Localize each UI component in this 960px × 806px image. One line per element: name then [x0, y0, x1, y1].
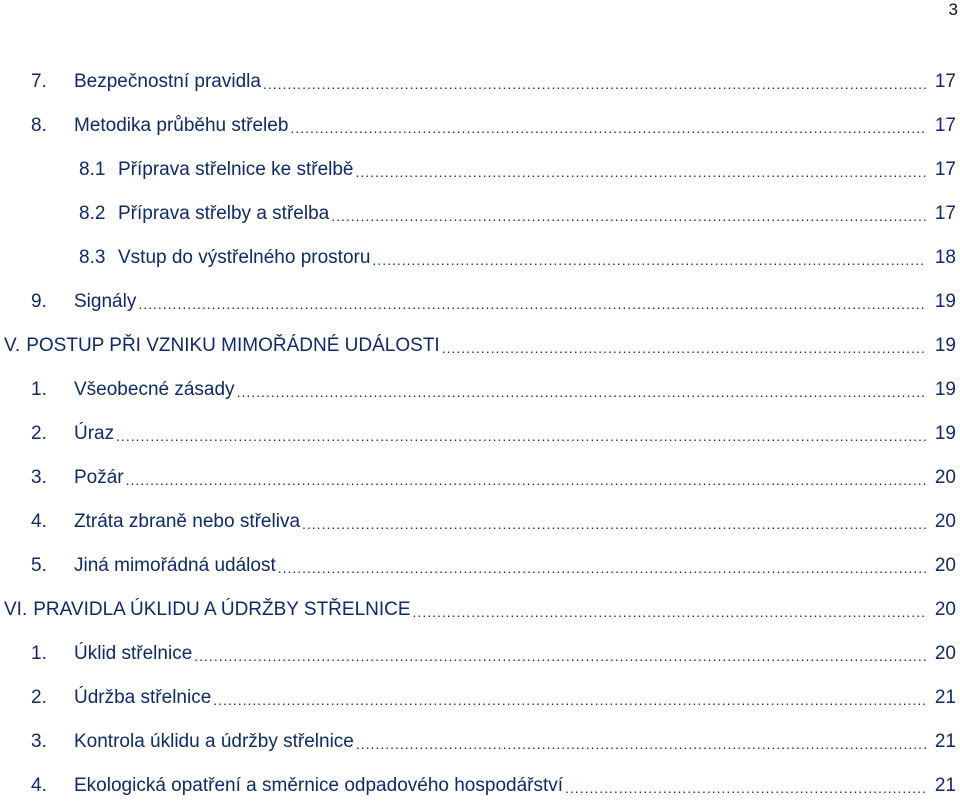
toc-entry-title: Jiná mimořádná událost: [74, 555, 276, 576]
toc-entry-page: 21: [934, 775, 956, 796]
toc-entry-title: Ekologická opatření a směrnice odpadového hospodářství: [74, 775, 564, 796]
toc-entry-number: 1.: [31, 379, 47, 400]
toc-entry[interactable]: [0, 678, 960, 718]
toc-entry-number: 5.: [31, 555, 47, 576]
toc-chapter-title: POSTUP PŘI VZNIKU MIMOŘÁDNÉ UDÁLOSTI: [26, 335, 440, 356]
toc-entry-title: Vstup do výstřelného prostoru: [118, 247, 371, 268]
toc-entry-number: 8.2: [79, 203, 106, 224]
toc-entry[interactable]: [0, 238, 960, 278]
toc-entry-page: 18: [934, 247, 956, 268]
toc-entry-page: 20: [934, 599, 956, 620]
toc-entry-page: 17: [934, 71, 956, 92]
toc-chapter-number: V.: [4, 335, 21, 356]
toc-entry[interactable]: [0, 150, 960, 190]
toc-leader-dots: [372, 252, 926, 278]
toc-entry-page: 20: [934, 467, 956, 488]
toc-entry[interactable]: [0, 502, 960, 542]
toc-entry[interactable]: [0, 458, 960, 498]
toc-entry[interactable]: [0, 282, 960, 322]
toc-entry-page: 19: [934, 379, 956, 400]
toc-entry-title: Příprava střelnice ke střelbě: [118, 159, 354, 180]
toc-entry-page: 17: [934, 115, 956, 136]
toc-leader-dots: [302, 516, 926, 542]
toc-leader-dots: [442, 340, 926, 366]
toc-leader-dots: [213, 692, 926, 718]
toc-entry[interactable]: [0, 194, 960, 234]
toc-entry[interactable]: [0, 634, 960, 674]
toc-entry-title: Údržba střelnice: [74, 687, 212, 708]
toc-entry-page: 20: [934, 643, 956, 664]
toc-entry-number: 9.: [31, 291, 47, 312]
toc-entry-page: 21: [934, 731, 956, 752]
toc-entry-title: Bezpečnostní pravidla: [74, 71, 261, 92]
toc-leader-dots: [237, 384, 926, 410]
toc-entry-number: 4.: [31, 511, 47, 532]
toc-entry-title: Metodika průběhu střeleb: [74, 115, 289, 136]
toc-entry-page: 19: [934, 423, 956, 444]
toc-entry-title: Požár: [74, 467, 124, 488]
toc-entry-title: Úklid střelnice: [74, 643, 193, 664]
toc-entry-number: 3.: [31, 731, 47, 752]
toc-entry-page: 17: [934, 159, 956, 180]
toc-entry-title: Všeobecné zásady: [74, 379, 235, 400]
toc-leader-dots: [331, 208, 926, 234]
toc-entry-number: 4.: [31, 775, 47, 796]
toc-leader-dots: [263, 76, 926, 102]
toc-leader-dots: [356, 164, 927, 190]
toc-chapter[interactable]: [0, 590, 960, 630]
toc-entry-page: 19: [934, 335, 956, 356]
toc-entry[interactable]: [0, 62, 960, 102]
toc-entry-number: 8.3: [79, 247, 106, 268]
toc-entry-number: 2.: [31, 687, 47, 708]
toc-entry-number: 8.: [31, 115, 47, 136]
toc-leader-dots: [290, 120, 926, 146]
toc-entry-page: 21: [934, 687, 956, 708]
toc-entry-title: Úraz: [74, 423, 115, 444]
toc-entry-page: 20: [934, 511, 956, 532]
toc-entry-title: Signály: [74, 291, 137, 312]
toc-entry-number: 2.: [31, 423, 47, 444]
toc-leader-dots: [194, 648, 926, 674]
toc-leader-dots: [413, 604, 926, 630]
toc-leader-dots: [116, 428, 926, 454]
toc-entry[interactable]: [0, 722, 960, 762]
toc-chapter-title: PRAVIDLA ÚKLIDU A ÚDRŽBY STŘELNICE: [33, 599, 411, 620]
toc-leader-dots: [138, 296, 926, 322]
toc-leader-dots: [356, 736, 926, 762]
toc-entry-number: 7.: [31, 71, 47, 92]
toc-entry-number: 3.: [31, 467, 47, 488]
toc-entry[interactable]: [0, 414, 960, 454]
toc-entry-title: Příprava střelby a střelba: [118, 203, 330, 224]
toc-entry[interactable]: [0, 766, 960, 806]
toc-leader-dots: [278, 560, 926, 586]
toc-entry[interactable]: [0, 106, 960, 146]
toc-entry-page: 20: [934, 555, 956, 576]
toc-entry-title: Ztráta zbraně nebo střeliva: [74, 511, 301, 532]
toc-chapter-number: VI.: [4, 599, 28, 620]
toc-entry-title: Kontrola úklidu a údržby střelnice: [74, 731, 354, 752]
toc-entry-page: 19: [934, 291, 956, 312]
toc-leader-dots: [565, 780, 926, 806]
toc-chapter[interactable]: [0, 326, 960, 366]
toc-entry[interactable]: [0, 370, 960, 410]
page-number: 3: [948, 0, 958, 19]
toc-leader-dots: [126, 472, 926, 498]
toc-entry[interactable]: [0, 546, 960, 586]
toc-entry-number: 1.: [31, 643, 47, 664]
toc-entry-page: 17: [934, 203, 956, 224]
toc-entry-number: 8.1: [79, 159, 106, 180]
